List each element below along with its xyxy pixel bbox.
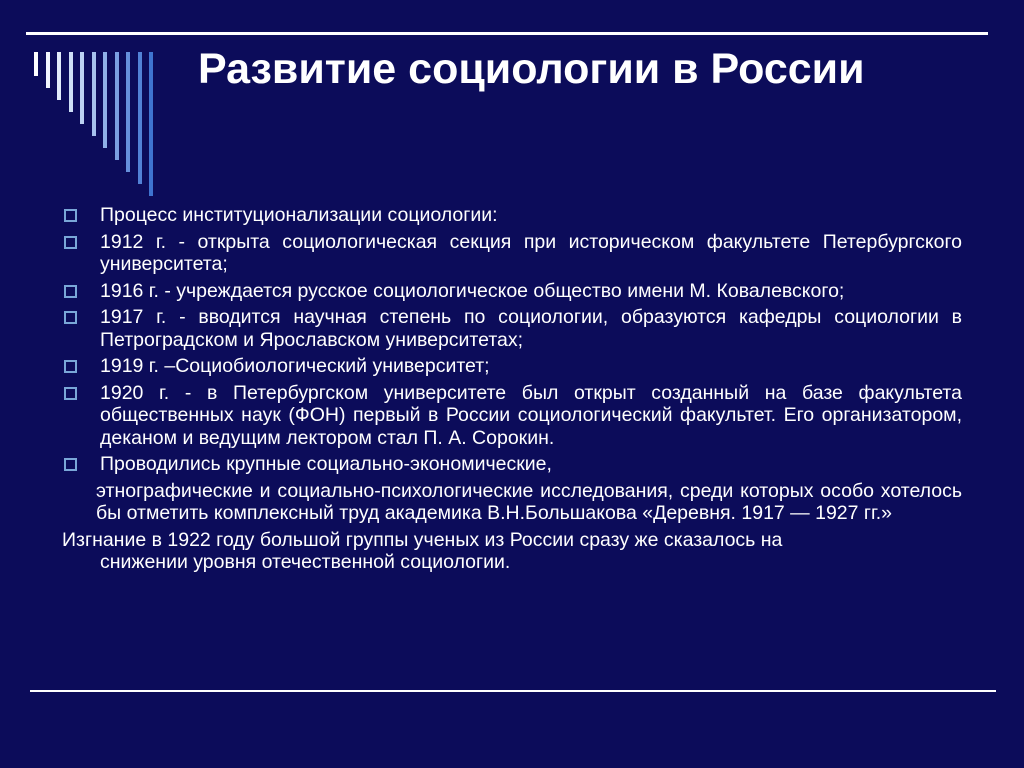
decorative-stripe (46, 52, 50, 88)
decorative-stripe (138, 52, 142, 184)
bullet-continuation: этнографические и социально-психологические исследования, среди которых особо хотелось бы отметить комплексный труд академика В.Н.Большакова «Деревня. 1917 — 1927 гг.» (96, 479, 962, 524)
square-bullet-icon (64, 236, 77, 249)
decorative-stripe (149, 52, 153, 196)
closing-paragraph (62, 529, 962, 574)
decorative-stripe (80, 52, 84, 124)
square-bullet-icon (64, 285, 77, 298)
bullet-item: 1916 г. - учреждается русское социологическое общество имени М. Ковалевского; (62, 280, 962, 303)
decorative-stripe (92, 52, 96, 136)
top-divider (26, 32, 988, 35)
bullet-item: 1920 г. - в Петербургском университете был открыт созданный на базе факультета общественных наук (ФОН) первый в России социологический факультет. Его организатором, деканом и ведущим лектором стал П. А. Сорокин. (62, 382, 962, 450)
bullet-item: 1912 г. - открыта социологическая секция при историческом факультете Петербургского университета; (62, 231, 962, 276)
bullet-item: Процесс институционализации социологии: (62, 204, 962, 227)
bullet-item: Проводились крупные социально-экономические, (62, 453, 962, 476)
decorative-stripe (34, 52, 38, 76)
decorative-stripe (126, 52, 130, 172)
square-bullet-icon (64, 458, 77, 471)
square-bullet-icon (64, 209, 77, 222)
decorative-stripe (103, 52, 107, 148)
bullet-item: 1919 г. –Социобиологический университет; (62, 355, 962, 378)
decorative-stripe (57, 52, 61, 100)
bottom-divider (30, 690, 996, 692)
square-bullet-icon (64, 387, 77, 400)
slide-title: Развитие социологии в России (198, 45, 865, 93)
closing-second-line: снижении уровня отечественной социологии. (100, 551, 511, 573)
bullet-item: 1917 г. - вводится научная степень по социологии, образуются кафедры социологии в Петроградском и Ярославском университетах; (62, 306, 962, 351)
slide-body (62, 204, 962, 574)
square-bullet-icon (64, 311, 77, 324)
square-bullet-icon (64, 360, 77, 373)
decorative-stripe (115, 52, 119, 160)
decorative-stripe (69, 52, 73, 112)
closing-first-line: Изгнание в 1922 году большой группы ученых из России сразу же сказалось на (62, 528, 783, 551)
